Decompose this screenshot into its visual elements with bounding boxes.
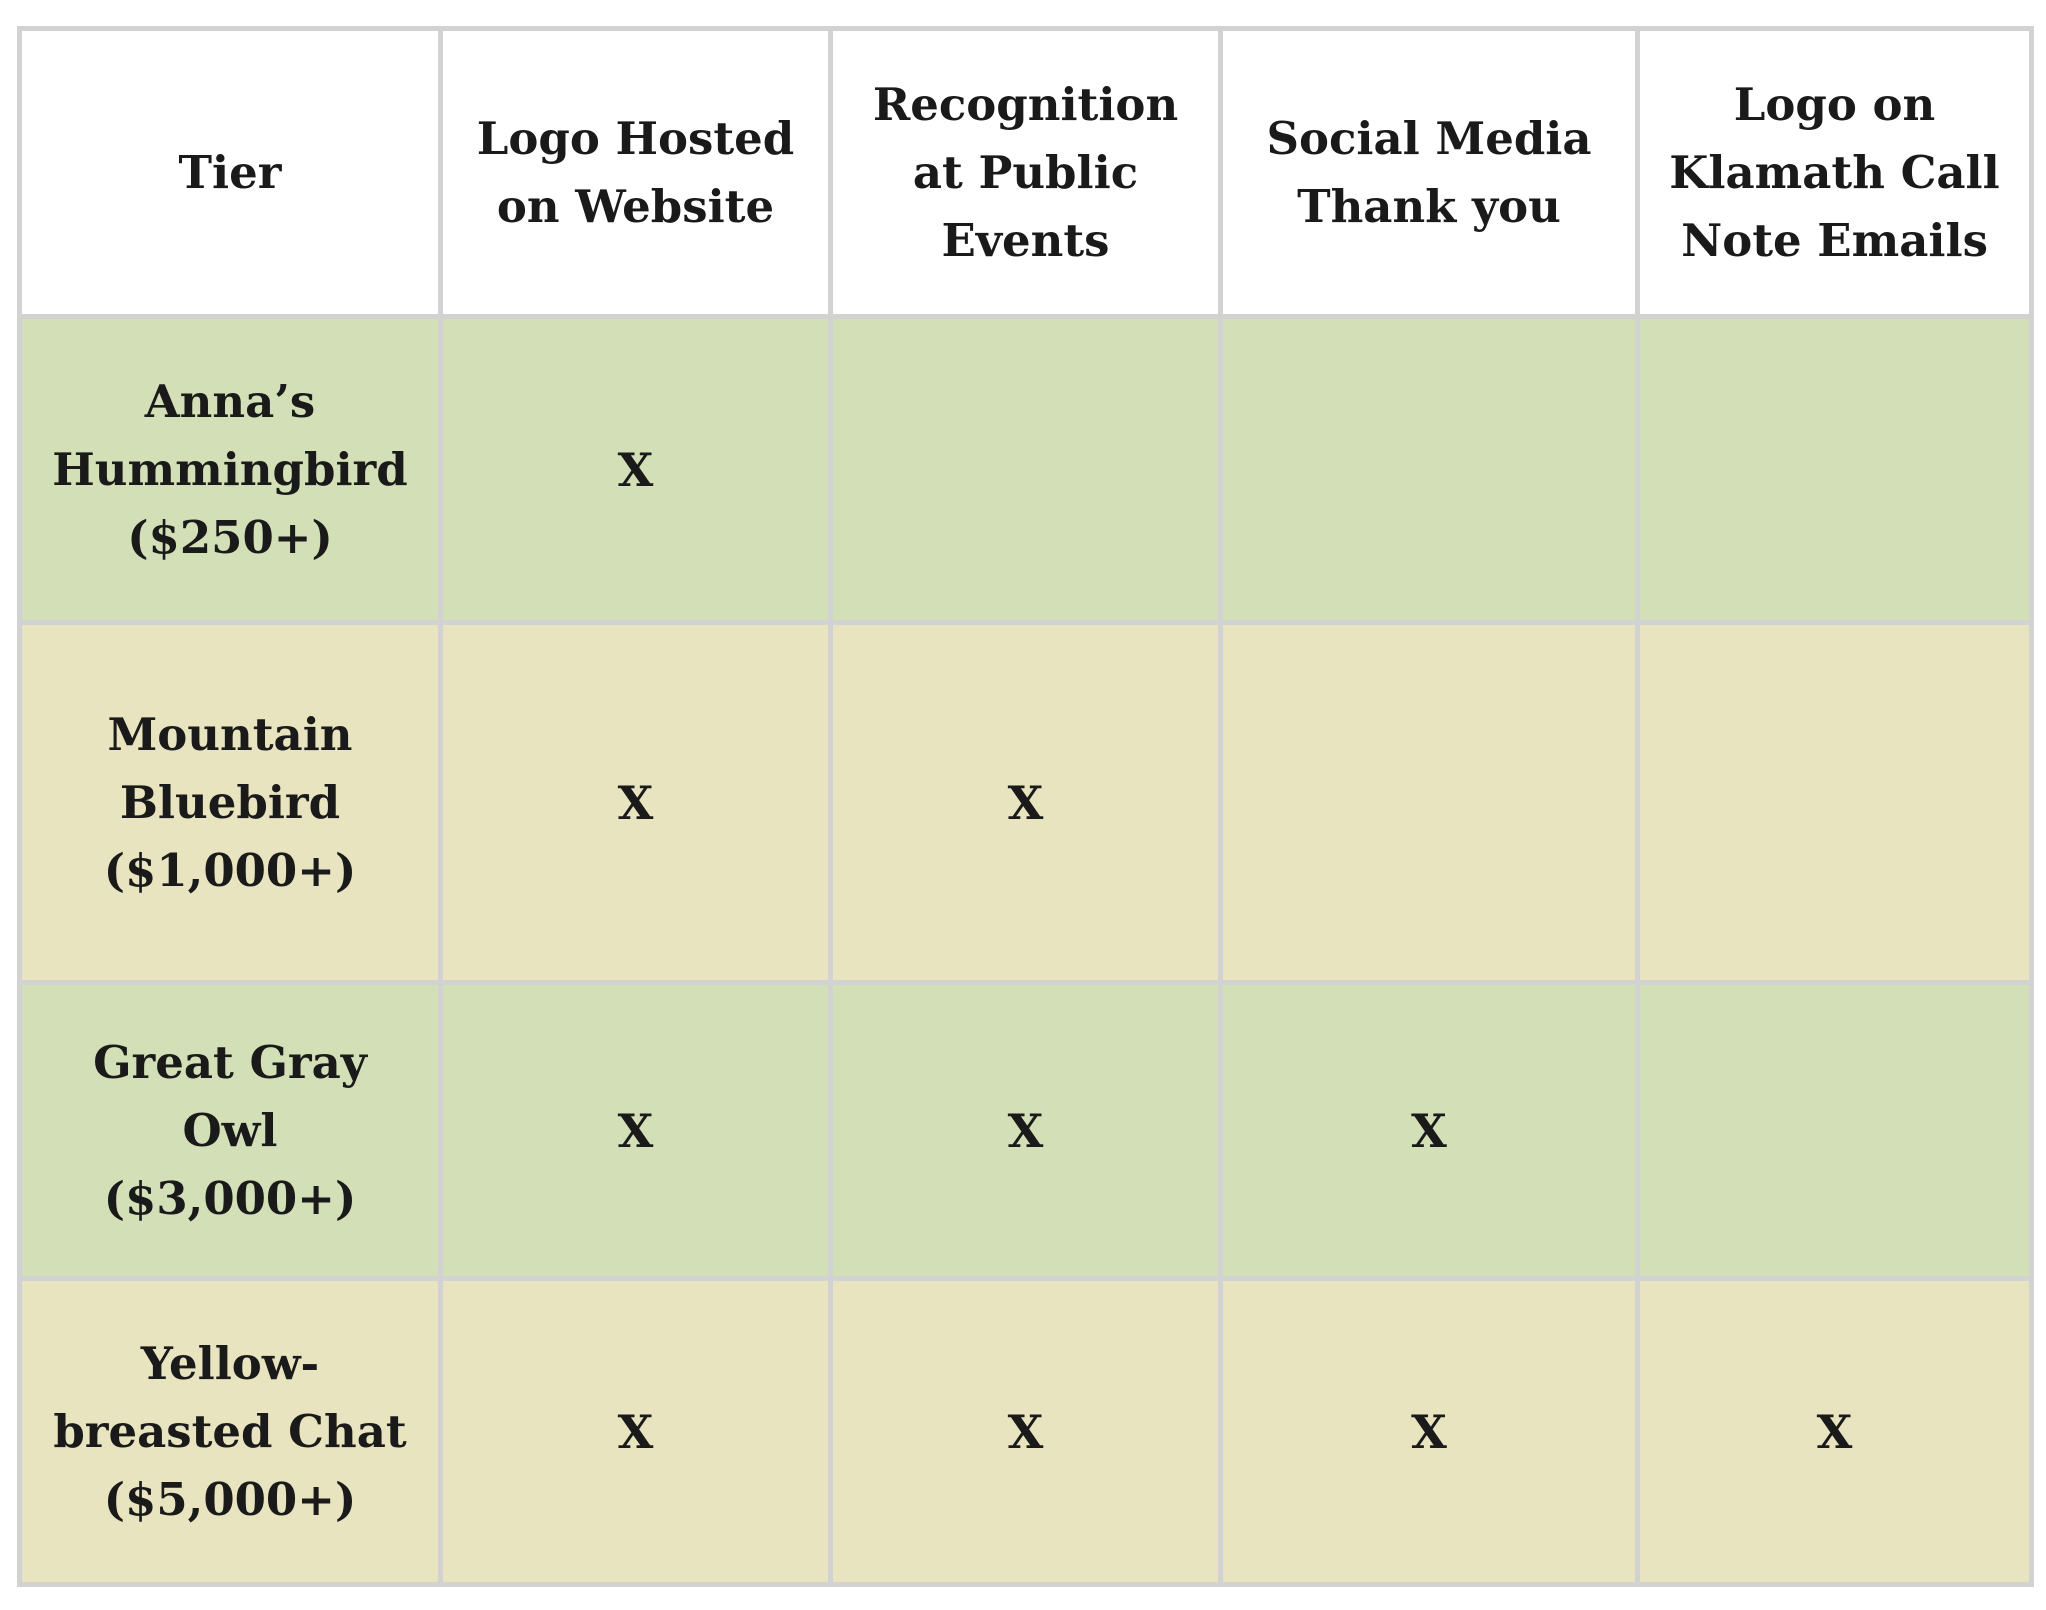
benefit-cell: X	[831, 623, 1221, 983]
header-logo-emails	[1638, 29, 2032, 317]
tier-name-line: Anna’s	[144, 374, 316, 428]
tier-name-cell	[20, 623, 441, 983]
header-social-line: Social Media	[1266, 111, 1592, 165]
header-recognition-line: at Public	[912, 145, 1139, 199]
table-row	[20, 1279, 2032, 1585]
benefit-cell	[1221, 623, 1638, 983]
header-recognition-events	[831, 29, 1221, 317]
header-logo-emails-line: Klamath Call	[1669, 145, 2000, 199]
tier-name-cell	[20, 983, 441, 1279]
table-row	[20, 317, 2032, 623]
benefit-cell: X	[831, 983, 1221, 1279]
header-logo-emails-line: Note Emails	[1681, 213, 1988, 267]
header-tier	[20, 29, 441, 317]
header-recognition-line: Recognition	[872, 77, 1179, 131]
header-social-media	[1221, 29, 1638, 317]
benefit-cell: X	[441, 1279, 831, 1585]
tier-name-line: Bluebird	[119, 775, 341, 829]
tier-name-line: ($1,000+)	[103, 843, 357, 897]
table-row	[20, 983, 2032, 1279]
tier-name-line: Owl	[182, 1103, 278, 1157]
benefit-cell: X	[1221, 983, 1638, 1279]
header-logo-website	[441, 29, 831, 317]
tier-name-line: Hummingbird	[52, 442, 408, 496]
benefit-cell: X	[1638, 1279, 2032, 1585]
header-logo-website-line: Logo Hosted	[476, 111, 795, 165]
tier-name-line: Great Gray	[93, 1035, 367, 1089]
header-logo-emails-line: Logo on	[1733, 77, 1936, 131]
tier-name-line: breasted Chat	[53, 1404, 407, 1458]
benefit-cell	[831, 317, 1221, 623]
header-tier-line: Tier	[178, 145, 282, 199]
benefit-cell: X	[1221, 1279, 1638, 1585]
benefit-cell: X	[441, 623, 831, 983]
header-social-line: Thank you	[1297, 179, 1561, 233]
header-row	[20, 29, 2032, 317]
tier-name-cell	[20, 317, 441, 623]
benefit-cell: X	[441, 317, 831, 623]
benefit-cell: X	[441, 983, 831, 1279]
table-row	[20, 623, 2032, 983]
tier-name-line: Yellow-	[140, 1336, 320, 1390]
benefit-cell	[1221, 317, 1638, 623]
sponsorship-tier-table	[17, 26, 2034, 1587]
tier-name-line: ($3,000+)	[103, 1171, 357, 1225]
benefit-cell	[1638, 317, 2032, 623]
tier-name-line: ($5,000+)	[103, 1472, 357, 1526]
tier-name-cell	[20, 1279, 441, 1585]
benefit-cell	[1638, 623, 2032, 983]
tier-name-line: ($250+)	[127, 510, 333, 564]
benefit-cell	[1638, 983, 2032, 1279]
tier-name-line: Mountain	[107, 707, 353, 761]
header-recognition-line: Events	[941, 213, 1110, 267]
benefit-cell: X	[831, 1279, 1221, 1585]
header-logo-website-line: on Website	[496, 179, 775, 233]
